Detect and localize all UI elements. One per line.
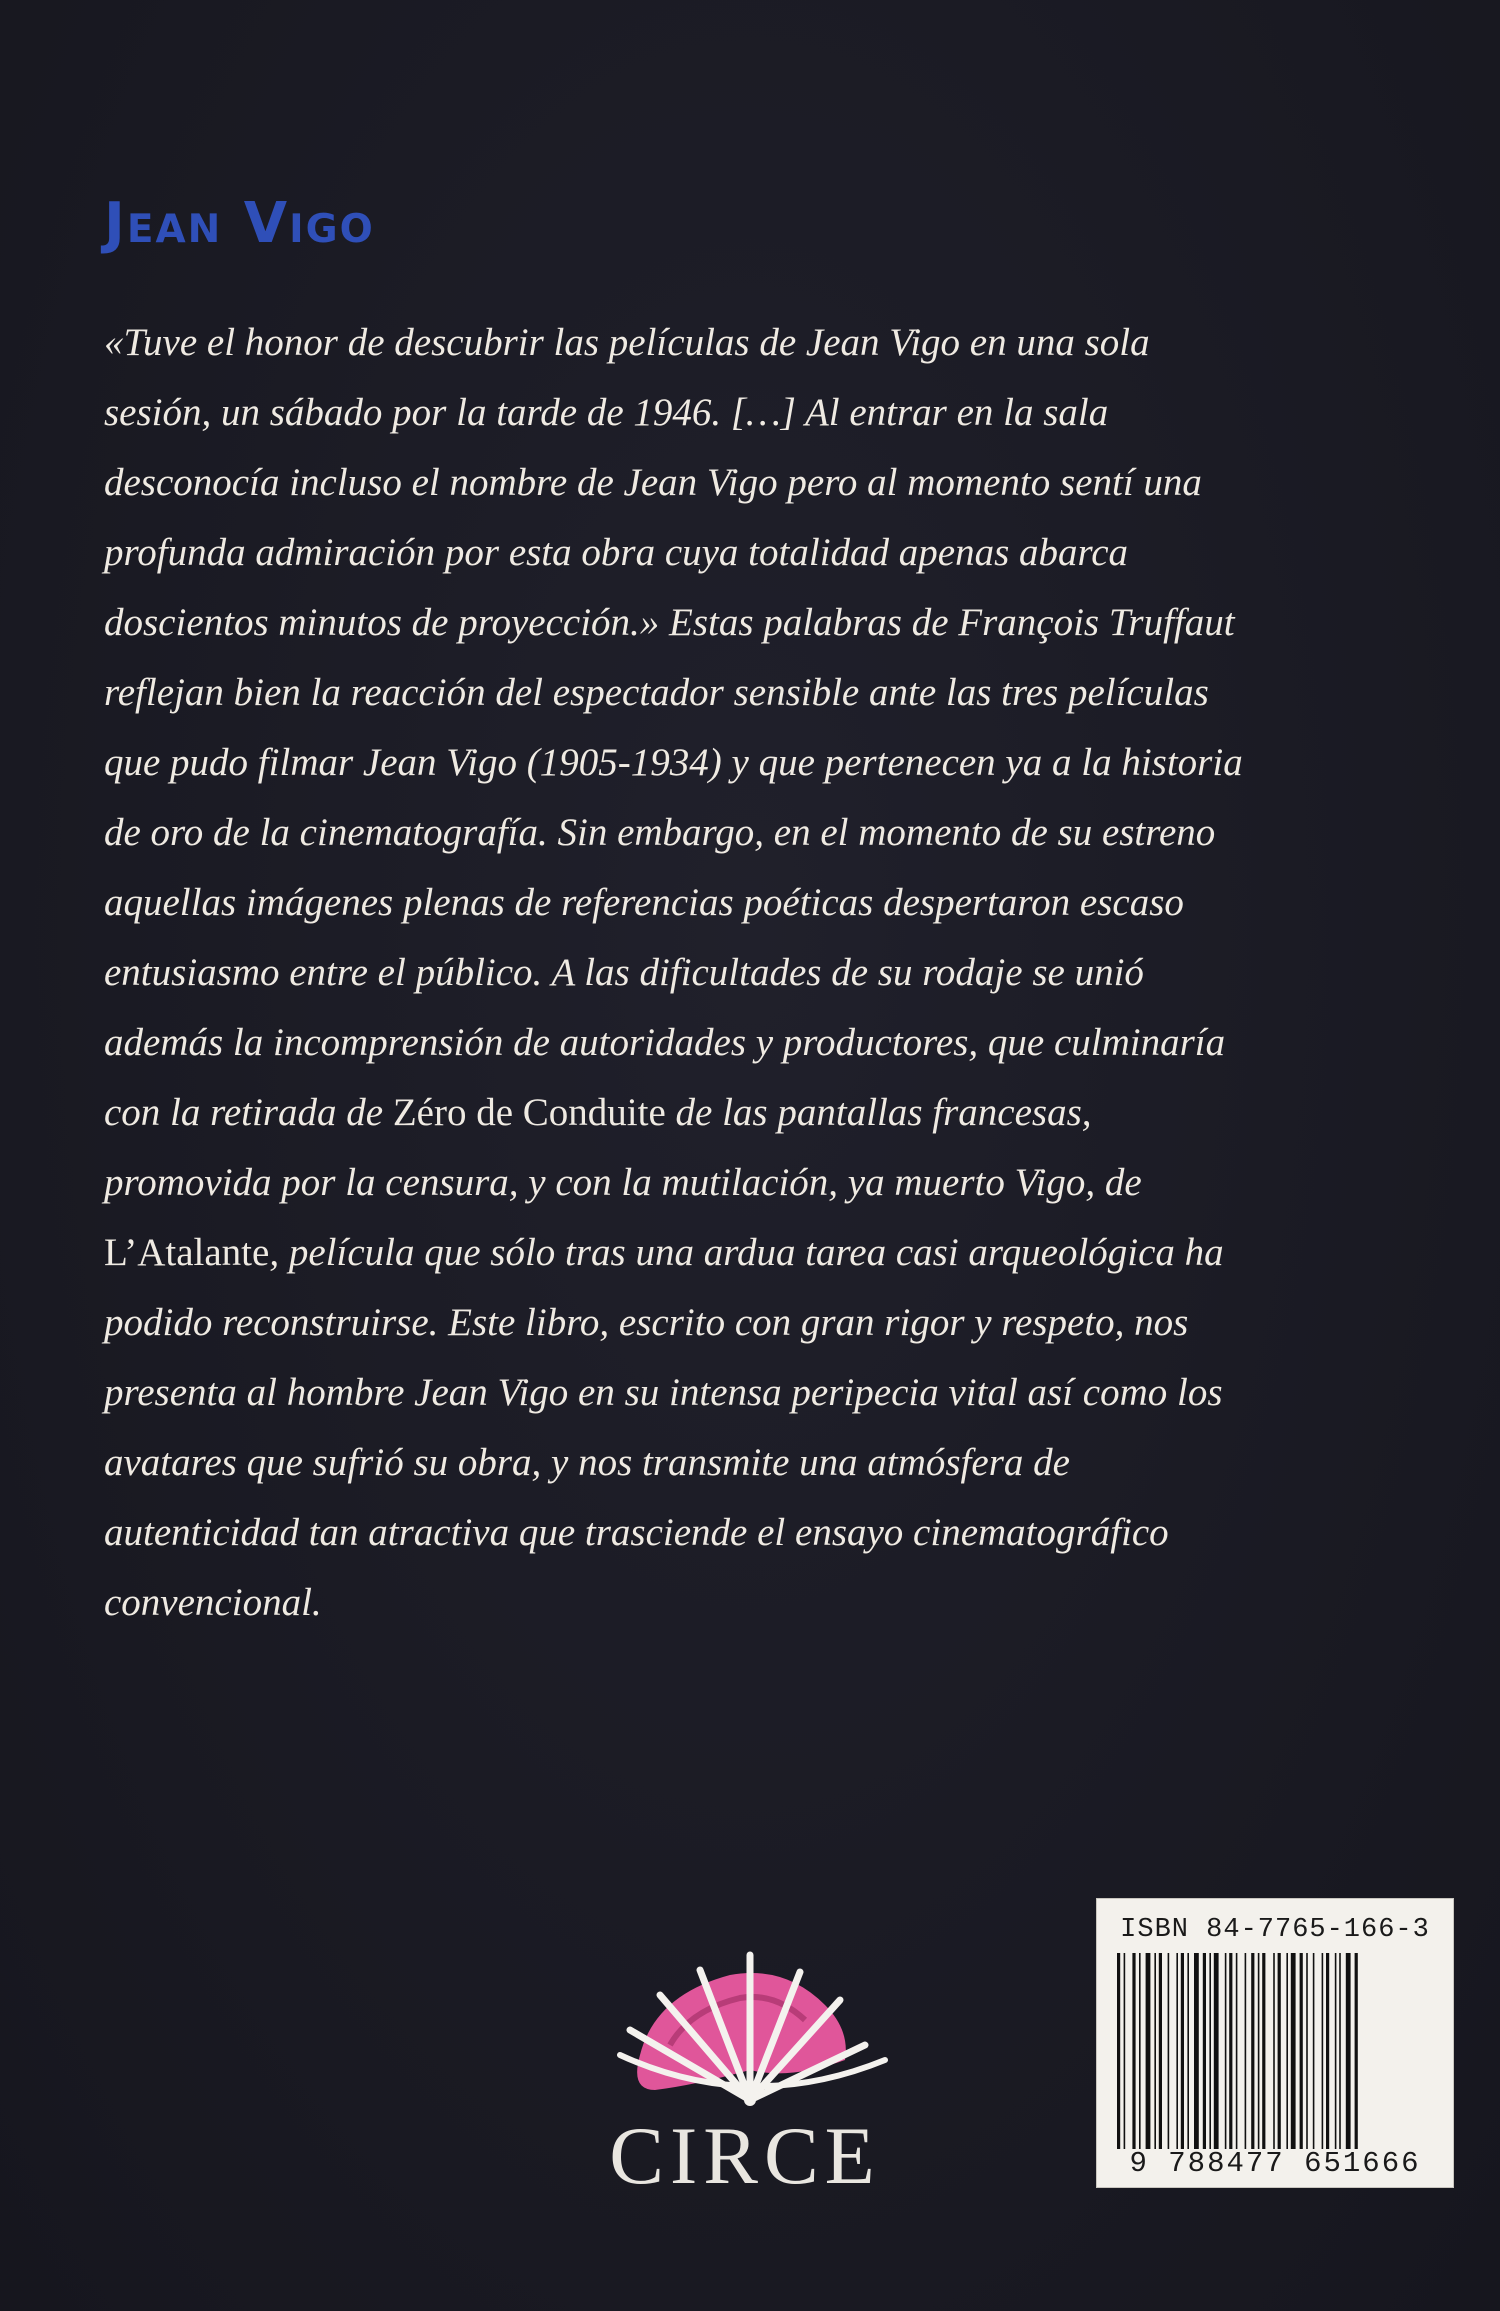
fan-icon [600, 1950, 890, 2125]
blurb-line [104, 938, 1404, 1008]
blurb-line [104, 1498, 1404, 1568]
barcode-bar [1154, 1953, 1156, 2149]
barcode-bar [1181, 1953, 1184, 2149]
barcode-bar [1225, 1953, 1227, 2149]
barcode-bar [1300, 1953, 1303, 2149]
blurb-line [104, 1218, 1404, 1288]
blurb-line [104, 868, 1404, 938]
blurb-text: que pudo filmar Jean Vigo (1905-1934) y que pertenecen ya a la historia [104, 741, 1243, 784]
isbn-label: ISBN 84-7765-166-3 [1120, 1915, 1430, 1945]
barcode-bar [1194, 1953, 1199, 2149]
blurb-text: entusiasmo entre el público. A las dificultades de su rodaje se unió [104, 951, 1144, 994]
blurb-text: convencional. [104, 1581, 322, 1624]
barcode-bar [1355, 1953, 1358, 2149]
barcode-bar [1203, 1953, 1206, 2149]
blurb-text: además la incomprensión de autoridades y productores, que culminaría [104, 1021, 1226, 1064]
blurb-text: podido reconstruirse. Este libro, escrito con gran rigor y respeto, nos [104, 1301, 1189, 1344]
barcode-bar [1132, 1953, 1135, 2149]
barcode-bar [1176, 1953, 1178, 2149]
blurb-text: «Tuve el honor de descubrir las películas de Jean Vigo en una sola [104, 321, 1150, 364]
barcode-bar [1273, 1953, 1275, 2149]
blurb-line [104, 1078, 1404, 1148]
blurb-text: doscientos minutos de proyección.» Estas palabras de François Truffaut [104, 601, 1235, 644]
publisher-logo [590, 1950, 900, 2210]
barcode-bar [1262, 1953, 1265, 2149]
barcode-bar [1168, 1953, 1170, 2149]
barcode-bar [1291, 1953, 1296, 2149]
barcode-bar [1251, 1953, 1254, 2149]
barcode-digits: 9 788477 651666 [1129, 2147, 1421, 2180]
blurb-line [104, 1288, 1404, 1358]
barcode-bar [1117, 1953, 1120, 2149]
isbn-barcode [1096, 1898, 1454, 2188]
blurb-line [104, 308, 1404, 378]
barcode-bar [1187, 1953, 1189, 2149]
blurb-line [104, 1148, 1404, 1218]
blurb-text: desconocía incluso el nombre de Jean Vigo pero al momento sentí una [104, 461, 1202, 504]
blurb-line [104, 1008, 1404, 1078]
back-cover-blurb [104, 308, 1404, 1638]
blurb-text: con la retirada de [104, 1091, 393, 1134]
barcode-bars [1111, 1953, 1441, 2149]
barcode-bar [1278, 1953, 1281, 2149]
barcode-bar [1236, 1953, 1238, 2149]
blurb-text: de las pantallas francesas, [665, 1091, 1092, 1134]
blurb-line [104, 798, 1404, 868]
blurb-text: promovida por la censura, y con la mutilación, ya muerto Vigo, de [104, 1161, 1142, 1204]
book-title: Jean Vigo [104, 191, 375, 256]
barcode-bar [1245, 1953, 1247, 2149]
barcode-bar [1214, 1953, 1219, 2149]
blurb-text: reflejan bien la reacción del espectador sensible ante las tres películas [104, 671, 1209, 714]
barcode-bar [1339, 1953, 1341, 2149]
barcode-bar [1146, 1953, 1151, 2149]
barcode-bar [1335, 1953, 1337, 2149]
barcode-bar [1258, 1953, 1260, 2149]
blurb-text: , película que sólo tras una ardua tarea casi arqueológica ha [269, 1231, 1224, 1274]
barcode-bar [1139, 1953, 1141, 2149]
publisher-name: CIRCE [609, 2110, 881, 2201]
barcode-bar [1286, 1953, 1288, 2149]
blurb-text: autenticidad tan atractiva que trasciende el ensayo cinematográfico [104, 1511, 1169, 1554]
blurb-line [104, 658, 1404, 728]
blurb-line [104, 1358, 1404, 1428]
blurb-line [104, 588, 1404, 658]
barcode-bar [1306, 1953, 1308, 2149]
blurb-line [104, 1568, 1404, 1638]
blurb-line [104, 728, 1404, 798]
barcode-bar [1124, 1953, 1126, 2149]
blurb-text: aquellas imágenes plenas de referencias poéticas despertaron escaso [104, 881, 1184, 924]
blurb-line [104, 448, 1404, 518]
barcode-bar [1322, 1953, 1324, 2149]
barcode-bar [1313, 1953, 1315, 2149]
film-title: L’Atalante [104, 1231, 270, 1274]
blurb-text: avatares que sufrió su obra, y nos transmite una atmósfera de [104, 1441, 1070, 1484]
barcode-bar [1159, 1953, 1162, 2149]
barcode-bar [1209, 1953, 1211, 2149]
blurb-text: de oro de la cinematografía. Sin embargo, en el momento de su estreno [104, 811, 1216, 854]
blurb-text: presenta al hombre Jean Vigo en su intensa peripecia vital así como los [104, 1371, 1223, 1414]
blurb-text: sesión, un sábado por la tarde de 1946. […] Al entrar en la sala [104, 391, 1109, 434]
blurb-text: profunda admiración por esta obra cuya totalidad apenas abarca [104, 531, 1129, 574]
barcode-bar [1229, 1953, 1232, 2149]
film-title: Zéro de Conduite [392, 1091, 666, 1134]
blurb-line [104, 518, 1404, 588]
blurb-line [104, 1428, 1404, 1498]
blurb-line [104, 378, 1404, 448]
barcode-bar [1346, 1953, 1351, 2149]
barcode-bar [1326, 1953, 1329, 2149]
